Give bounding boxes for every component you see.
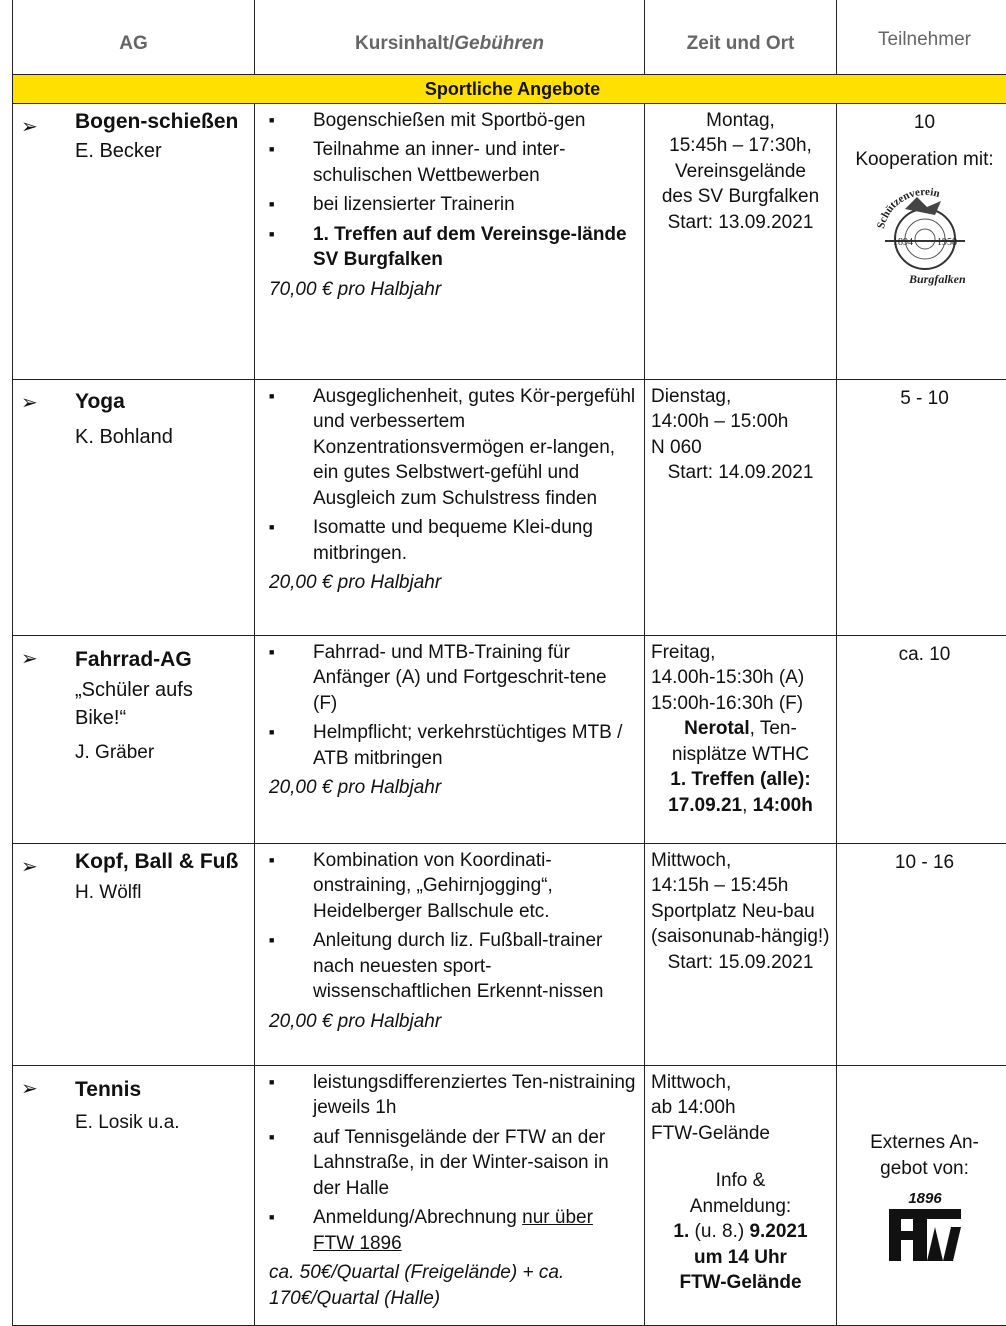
zeit-treffen-date: 17.09.21, 14:00h xyxy=(651,793,830,818)
teilnehmer-count: ca. 10 xyxy=(837,642,1006,667)
arrow-bullet-icon: ➢ xyxy=(21,386,75,451)
zeit-line: Vereinsgelände xyxy=(651,159,830,184)
ag-name: Kopf, Ball & Fuß xyxy=(75,850,248,874)
kooperation-note: Kooperation mit: xyxy=(837,147,1006,172)
zeit-line: N 060 xyxy=(651,435,830,460)
kurs-bullet: Anleitung durch liz. Fußball-trainer nach neuesten sport-wissenschaftlichen Erkennt-nissen xyxy=(313,928,636,1004)
table-row xyxy=(13,844,1006,1066)
table-row xyxy=(13,380,1006,636)
info-place: FTW-Gelände xyxy=(651,1270,830,1295)
ag-leader: H. Wölfl xyxy=(75,880,248,905)
zeit-line: Sportplatz Neu-bau (saisonunab-hängig!) xyxy=(651,899,830,950)
ag-leader: E. Becker xyxy=(75,138,248,165)
square-bullet-icon: ■ xyxy=(269,1205,313,1256)
kurs-bullet: Bogenschießen mit Sportbö-gen xyxy=(313,108,636,133)
ag-name: Tennis xyxy=(75,1072,248,1102)
section-row xyxy=(13,75,1006,104)
zeit-treffen: 1. Treffen (alle): xyxy=(651,767,830,792)
teilnehmer-count: 5 - 10 xyxy=(837,386,1006,411)
square-bullet-icon: ■ xyxy=(269,222,313,273)
square-bullet-icon: ■ xyxy=(269,192,313,217)
square-bullet-icon: ■ xyxy=(269,137,313,188)
ag-leader: J. Gräber xyxy=(75,740,248,765)
header-ag: AG xyxy=(13,0,255,75)
svg-text:1958: 1958 xyxy=(937,237,957,248)
arrow-bullet-icon: ➢ xyxy=(21,110,75,165)
arrow-bullet-icon: ➢ xyxy=(21,850,75,906)
fee: 70,00 € pro Halbjahr xyxy=(269,277,636,302)
info-line: Info & xyxy=(651,1168,830,1193)
ag-name: Yoga xyxy=(75,386,248,414)
kurs-bullet: Fahrrad- und MTB-Training für Anfänger (A) und Fortgeschrit-tene (F) xyxy=(313,640,636,716)
zeit-line: ab 14:00h xyxy=(651,1095,830,1120)
zeit-line: 14:00h – 15:00h xyxy=(651,409,830,434)
table-row xyxy=(13,104,1006,380)
ag-name: Bogen-schießen xyxy=(75,110,248,134)
square-bullet-icon: ■ xyxy=(269,108,313,133)
arrow-bullet-icon: ➢ xyxy=(21,642,75,766)
zeit-line: des SV Burgfalken xyxy=(651,184,830,209)
fee: ca. 50€/Quartal (Freigelände) + ca. 170€/Quartal (Halle) xyxy=(269,1260,636,1311)
header-kurs: Kursinhalt/Gebühren xyxy=(255,0,645,75)
nur-ueber-ftw-text: nur über FTW 1896 xyxy=(313,1207,593,1253)
square-bullet-icon: ■ xyxy=(269,848,313,924)
svg-text:1894: 1894 xyxy=(893,237,913,248)
logo-text: Schützenverein xyxy=(874,186,940,230)
externes-angebot-note: Externes An-gebot von: xyxy=(837,1130,1006,1181)
ftw-logo xyxy=(885,1187,965,1267)
info-line: Anmeldung: xyxy=(651,1194,830,1219)
table-row xyxy=(13,1066,1006,1326)
kurs-bullet: Ausgeglichenheit, gutes Kör-pergefühl und verbessertem Konzentrationsvermögen er-langen, ein gutes Selbstwert-gefühl und Ausgleich zum Schulstress finden xyxy=(313,384,636,511)
square-bullet-icon: ■ xyxy=(269,640,313,716)
kurs-bullet: Isomatte und bequeme Klei-dung mitbringen. xyxy=(313,515,636,566)
fee: 20,00 € pro Halbjahr xyxy=(269,1009,636,1034)
header-row xyxy=(13,0,1006,75)
svg-text:Burgfalken: Burgfalken xyxy=(908,272,966,286)
ag-leader: E. Losik u.a. xyxy=(75,1110,248,1135)
fee: 20,00 € pro Halbjahr xyxy=(269,775,636,800)
square-bullet-icon: ■ xyxy=(269,515,313,566)
burgfalken-logo xyxy=(865,179,985,289)
ag-subtitle: „Schüler aufs Bike!“ xyxy=(75,676,248,732)
kurs-bullet: bei lizensierter Trainerin xyxy=(313,192,636,217)
zeit-line: Freitag, xyxy=(651,640,830,665)
info-date: 1. (u. 8.) 9.2021 xyxy=(651,1219,830,1244)
teilnehmer-count: 10 xyxy=(837,110,1006,135)
zeit-line: 15:45h – 17:30h, xyxy=(651,133,830,158)
kurs-bullet: leistungsdifferenziertes Ten-nistraining jeweils 1h xyxy=(313,1070,636,1121)
header-teilnehmer: Teilnehmer xyxy=(837,0,1006,75)
arrow-bullet-icon: ➢ xyxy=(21,1072,75,1136)
zeit-line: 14:15h – 15:45h xyxy=(651,873,830,898)
square-bullet-icon: ■ xyxy=(269,1070,313,1121)
fee: 20,00 € pro Halbjahr xyxy=(269,570,636,595)
start-date: Start: 14.09.2021 xyxy=(651,460,830,485)
ag-leader: K. Bohland xyxy=(75,424,248,451)
start-date: Start: 13.09.2021 xyxy=(651,210,830,235)
zeit-line: Dienstag, xyxy=(651,384,830,409)
svg-text:1896: 1896 xyxy=(908,1190,942,1207)
square-bullet-icon: ■ xyxy=(269,1125,313,1201)
square-bullet-icon: ■ xyxy=(269,928,313,1004)
kurs-bullet: 1. Treffen auf dem Vereinsge-lände SV Burgfalken xyxy=(313,222,636,273)
square-bullet-icon: ■ xyxy=(269,384,313,511)
zeit-line: 15:00h-16:30h (F) xyxy=(651,691,830,716)
section-title: Sportliche Angebote xyxy=(13,75,1006,104)
zeit-line: Mittwoch, xyxy=(651,848,830,873)
zeit-place: Nerotal, Ten-nisplätze WTHC xyxy=(651,716,830,767)
zeit-line: FTW-Gelände xyxy=(651,1121,830,1146)
ag-name: Fahrrad-AG xyxy=(75,642,248,672)
zeit-line: Mittwoch, xyxy=(651,1070,830,1095)
kurs-bullet: Helmpflicht; verkehrstüchtiges MTB / ATB mitbringen xyxy=(313,720,636,771)
kurs-bullet: Teilnahme an inner- und inter-schulischen Wettbewerben xyxy=(313,137,636,188)
ag-table xyxy=(12,0,1006,1326)
square-bullet-icon: ■ xyxy=(269,720,313,771)
zeit-line: Montag, xyxy=(651,108,830,133)
kurs-bullet: auf Tennisgelände der FTW an der Lahnstraße, in der Winter-saison in der Halle xyxy=(313,1125,636,1201)
zeit-line: 14.00h-15:30h (A) xyxy=(651,665,830,690)
kurs-bullet: Anmeldung/Abrechnung nur über FTW 1896 xyxy=(313,1205,636,1256)
kurs-bullet: Kombination von Koordinati-onstraining, „Gehirnjogging“, Heidelberger Ballschule etc. xyxy=(313,848,636,924)
teilnehmer-count: 10 - 16 xyxy=(837,850,1006,875)
table-row xyxy=(13,636,1006,844)
info-time: um 14 Uhr xyxy=(651,1245,830,1270)
start-date: Start: 15.09.2021 xyxy=(651,950,830,975)
header-zeit: Zeit und Ort xyxy=(645,0,837,75)
